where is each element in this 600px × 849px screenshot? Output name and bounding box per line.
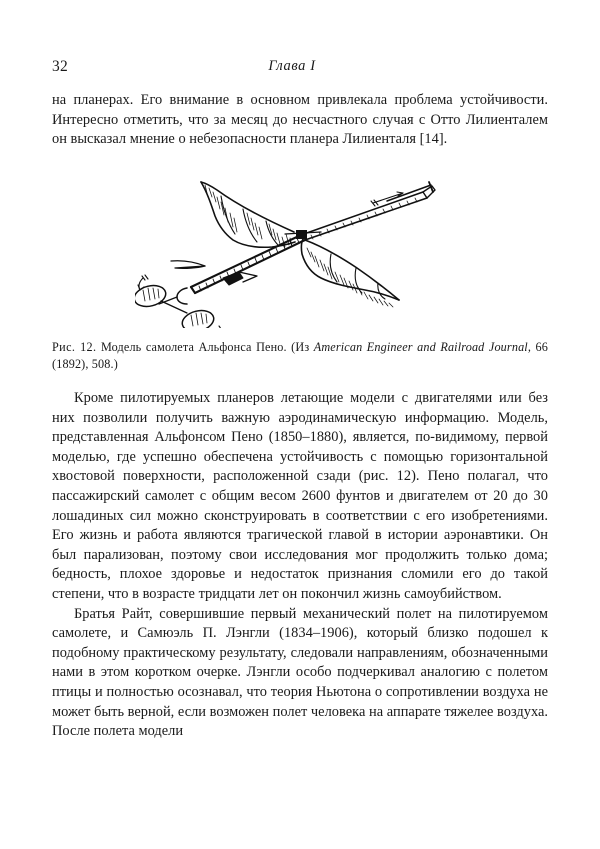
page-number: 32 <box>52 58 69 75</box>
caption-title: Модель самолета Альфонса Пено. <box>100 340 287 354</box>
caption-source-journal-line1: American Engineer and <box>313 340 436 354</box>
paragraph-wright-langley: Братья Райт, совершившие первый механический полет на пилотируемом самолете, и Самюэль П. Лэнгли (1834–1906), который близко подошел к подобному практическому результату, следовали направлениям, обозначенными нами в этом коротком очерке. Лэнгли особо подчеркивал аналогию с полетом птицы и полностью осознавал, что теория Ньютона о сопротивлении воздуха не может быть верной, если возможен полет человека на аппарате тяжелее воздуха. После полета модели <box>52 605 548 740</box>
penaud-planophore-drawing <box>135 168 465 328</box>
caption-source-journal-line2: Railroad Journal, <box>440 340 532 354</box>
figure-caption <box>52 339 548 374</box>
paragraph-penaud: Кроме пилотируемых планеров летающие модели с двигателями или без них позволили получить важную аэродинамическую информацию. Модель, представленная Альфонсом Пено (1850–1880), является, по-видимому, первой моделью, где успешно обеспечена устойчивость с помощью горизонтальной хвостовой поверхности, расположенной сзади (рис. 12). Пено полагал, что пассажирский самолет с общим весом 2600 фунтов и двигателем от 20 до 30 лошадиных сил можно сконструировать в соответствии с его изобретениями. Его жизнь и работа являются трагической главой в истории аэронавтики. Он был парализован, поэтому свои исследования мог продолжить только дома; бедность, плохое здоровье и недостаток признания сломили его до такой степени, что в возрасте тридцати лет он покончил жизнь самоубийством. <box>52 390 548 602</box>
running-head <box>52 58 548 80</box>
paragraph-continued: на планерах. Его внимание в основном привлекала проблема устойчивости. Интересно отметить, что за месяц до несчастного случая с Отто Лилиенталем он высказал мнение о небезопасности планера Лилиенталя [14]. <box>52 92 548 148</box>
paragraph-block-top <box>52 91 548 150</box>
caption-label: Рис. 12. <box>52 340 97 354</box>
chapter-title: Глава I <box>268 58 316 74</box>
paragraph-block-bottom <box>52 389 548 742</box>
figure-12 <box>52 168 548 333</box>
caption-source-open: (Из <box>291 340 310 354</box>
caption-source-details: 66 (1892), 508.) <box>52 340 549 372</box>
